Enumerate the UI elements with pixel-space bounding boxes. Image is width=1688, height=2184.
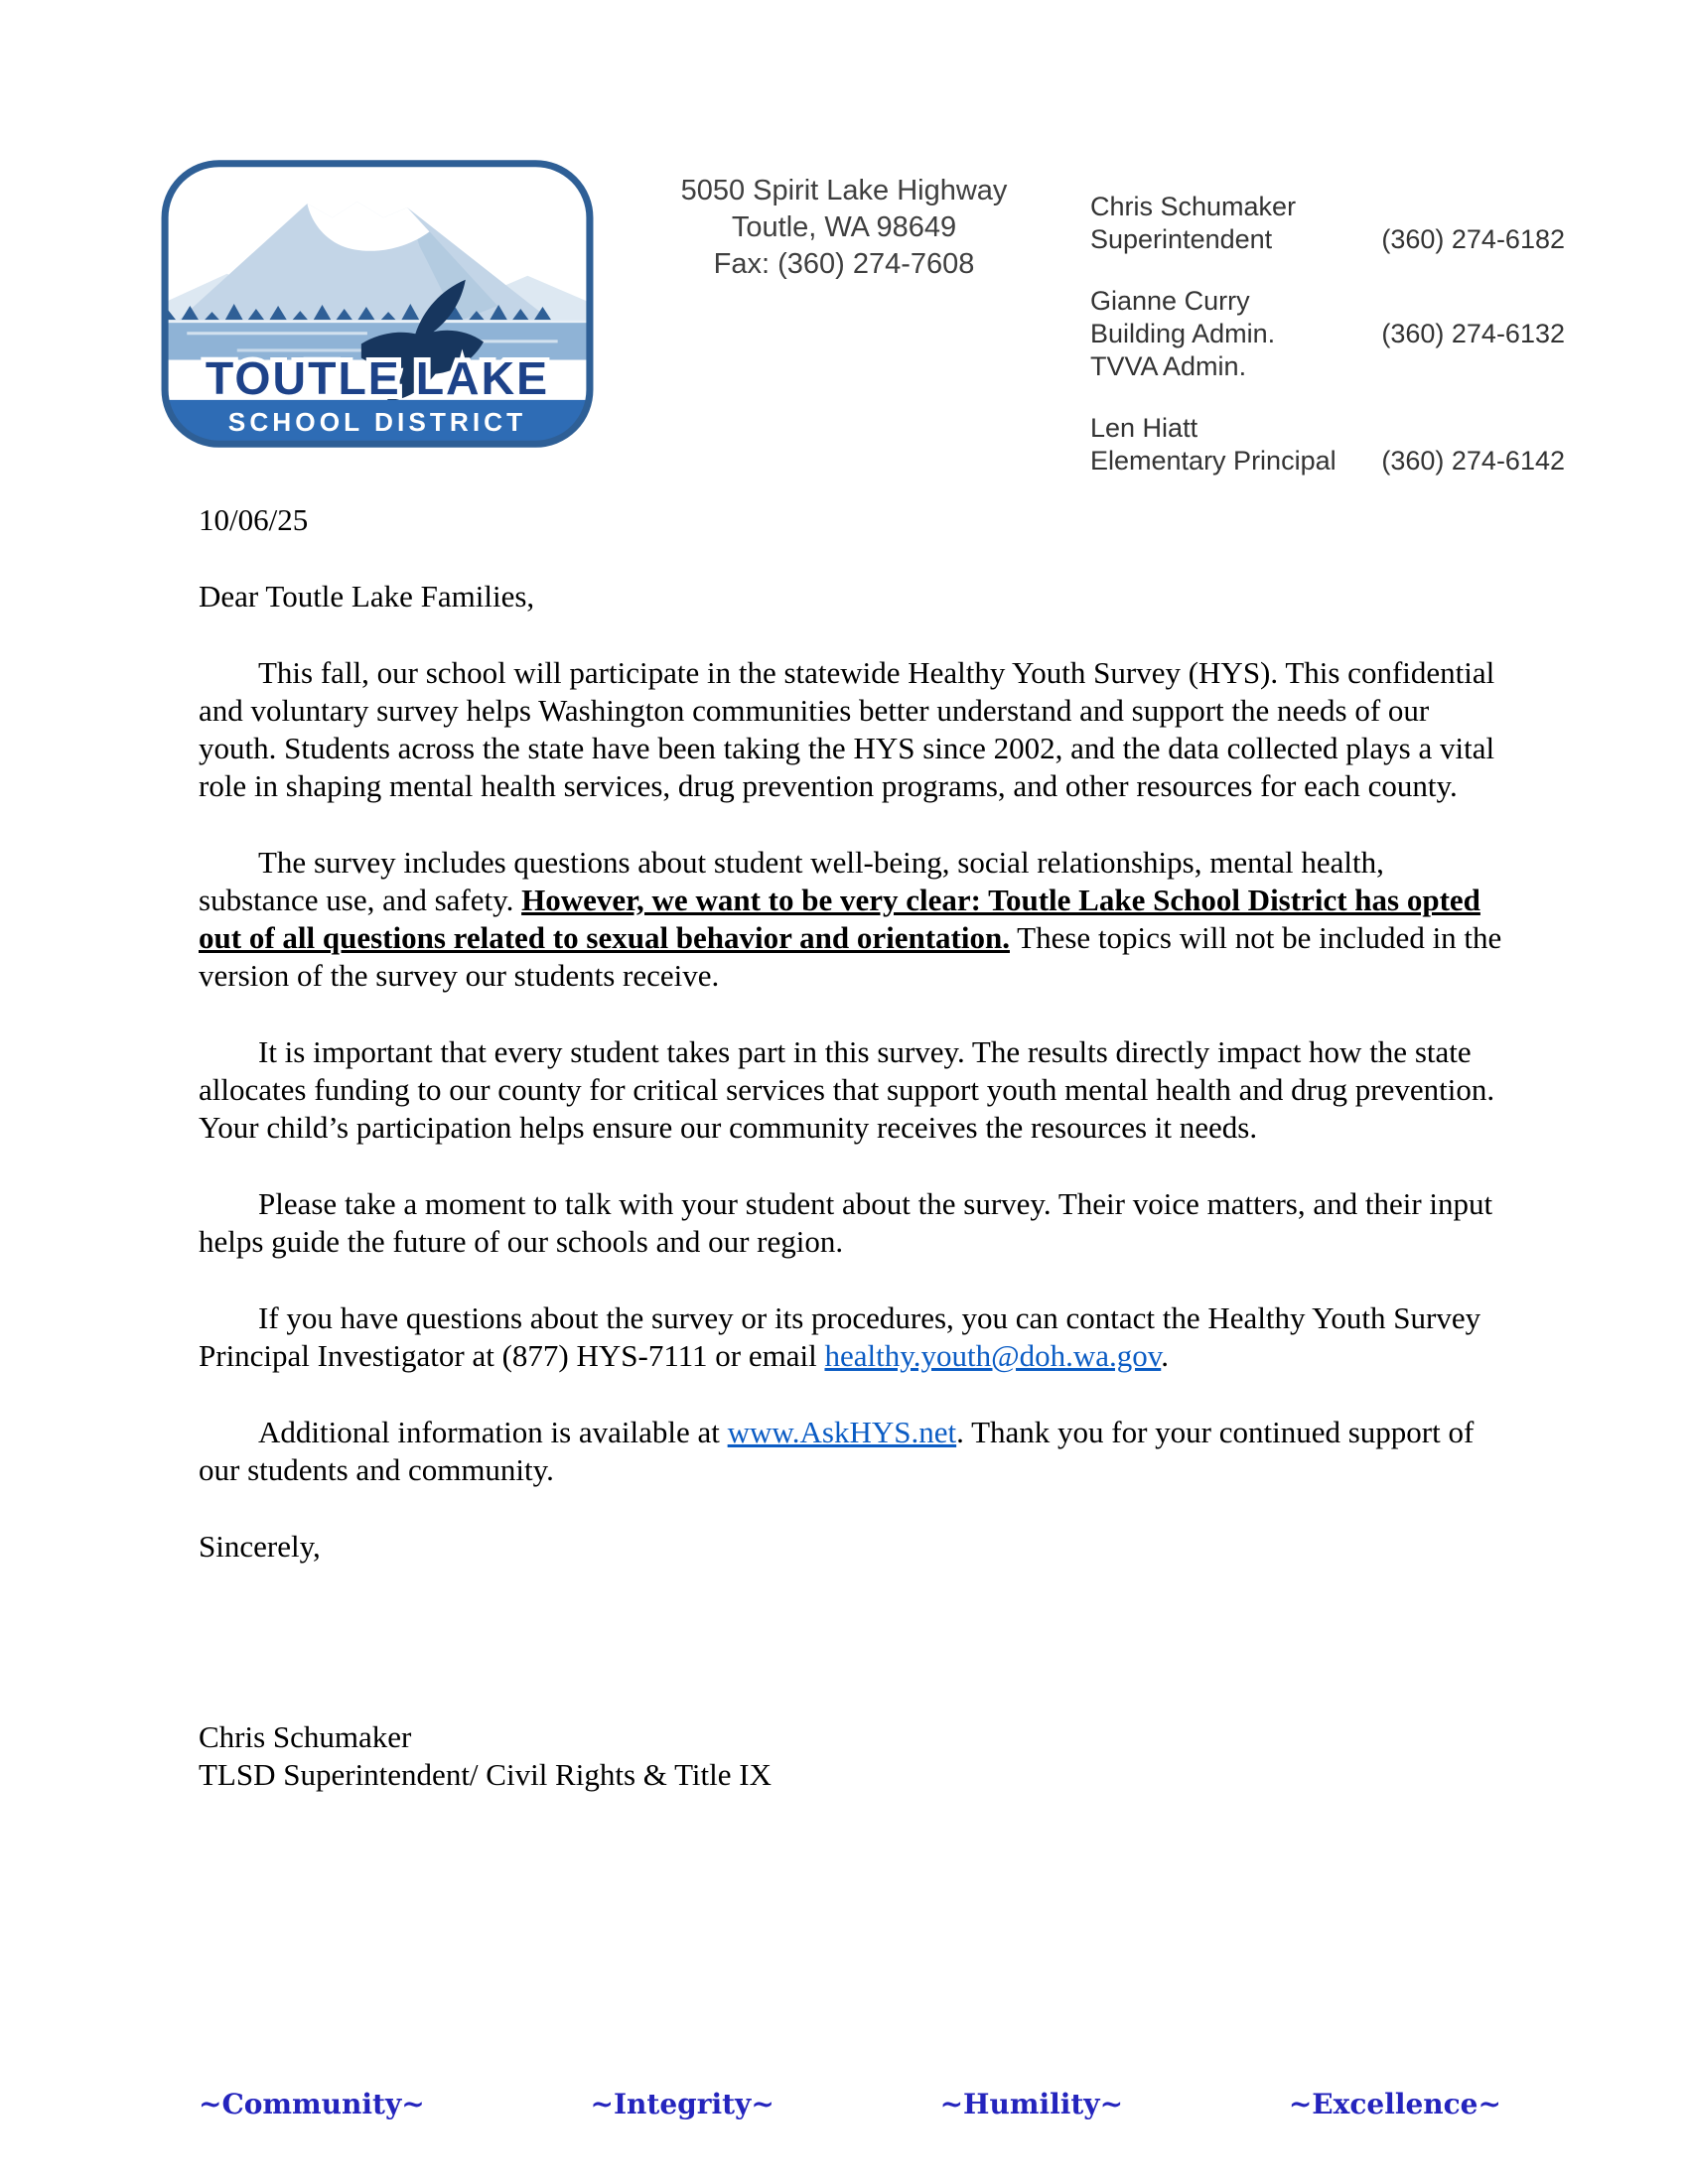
contact-elementary-principal	[1090, 412, 1565, 478]
paragraph-5	[199, 1299, 1507, 1375]
value-humility: ~Humility~	[939, 2088, 1124, 2120]
footer-values	[199, 2088, 1501, 2120]
contact-name: Len Hiatt	[1090, 413, 1198, 443]
paragraph-6-lead: Additional information is available at	[258, 1415, 728, 1449]
value-excellence: ~Excellence~	[1288, 2088, 1501, 2120]
paragraph-3: It is important that every student takes part in this survey. The results directly impact how the state allocates funding to our county for critical services that support youth mental health and drug prevention. Your child’s participation helps ensure our community receives the resources it needs.	[199, 1034, 1495, 1145]
contact-title: Building Admin.	[1090, 319, 1276, 348]
salutation-text: Dear Toutle Lake Families,	[199, 579, 535, 614]
paragraph-1: This fall, our school will participate in the statewide Healthy Youth Survey (HYS). This confidential and voluntary survey helps Washington communities better understand and support the needs of our youth. Students across the state have been taking the HYS since 2002, and the data collected plays a vital role in shaping mental health services, drug prevention programs, and other resources for each county.	[199, 655, 1495, 803]
contact-superintendent	[1090, 191, 1565, 256]
address-line-1: 5050 Spirit Lake Highway	[680, 175, 1008, 206]
letter-content	[199, 501, 1507, 1794]
district-address	[606, 173, 1082, 283]
contact-name: Chris Schumaker	[1090, 192, 1297, 221]
paragraph-2-tail: These topics will not be included in the version of the survey our students receive.	[199, 920, 1502, 993]
contact-name: Gianne Curry	[1090, 286, 1250, 316]
address-line-2: Toutle, WA 98649	[731, 211, 957, 243]
contact-title-2: TVVA Admin.	[1090, 351, 1247, 381]
email-link[interactable]: healthy.youth@doh.wa.gov	[824, 1338, 1162, 1373]
contact-title: Superintendent	[1090, 224, 1273, 254]
contact-phone: (360) 274-6182	[1381, 224, 1565, 254]
logo-title-text: TOUTLE LAKE	[205, 351, 550, 404]
paragraph-6-tail: . Thank you for your continued support of our students and community.	[199, 1415, 1475, 1487]
opt-out-statement: However, we want to be very clear: Toutle Lake School District has opted out of all questions related to sexual behavior and orientation.	[199, 883, 1480, 955]
signature-name: Chris Schumaker	[199, 1719, 412, 1754]
closing-text: Sincerely,	[199, 1529, 321, 1564]
district-logo	[157, 155, 598, 453]
logo-subtitle-text: SCHOOL DISTRICT	[227, 407, 527, 438]
contact-title: Elementary Principal	[1090, 446, 1336, 476]
paragraph-2-lead: The survey includes questions about student well-being, social relationships, mental health, substance use, and safety.	[199, 845, 1384, 917]
contact-phone: (360) 274-6142	[1381, 446, 1565, 476]
contact-list	[1090, 191, 1565, 506]
address-line-3: Fax: (360) 274-7608	[713, 248, 975, 280]
value-integrity: ~Integrity~	[590, 2088, 774, 2120]
paragraph-5-lead: If you have questions about the survey or its procedures, you can contact the Healthy Youth Survey Principal Investigator at (877) HYS-7111 or email	[199, 1300, 1481, 1373]
value-community: ~Community~	[199, 2088, 425, 2120]
signature-title: TLSD Superintendent/ Civil Rights & Title IX	[199, 1757, 772, 1792]
date-text: 10/06/25	[199, 502, 309, 537]
paragraph-6	[199, 1414, 1507, 1489]
contact-building-admin	[1090, 285, 1565, 383]
paragraph-4: Please take a moment to talk with your student about the survey. Their voice matters, and their input helps guide the future of our schools and our region.	[199, 1186, 1493, 1259]
logo-graphic	[157, 155, 598, 453]
water-highlight	[187, 332, 367, 335]
paragraph-2	[199, 844, 1507, 995]
contact-phone: (360) 274-6132	[1381, 319, 1565, 348]
water-highlight	[157, 320, 598, 323]
website-link[interactable]: www.AskHYS.net	[727, 1415, 957, 1449]
paragraph-5-tail: .	[1161, 1338, 1170, 1373]
